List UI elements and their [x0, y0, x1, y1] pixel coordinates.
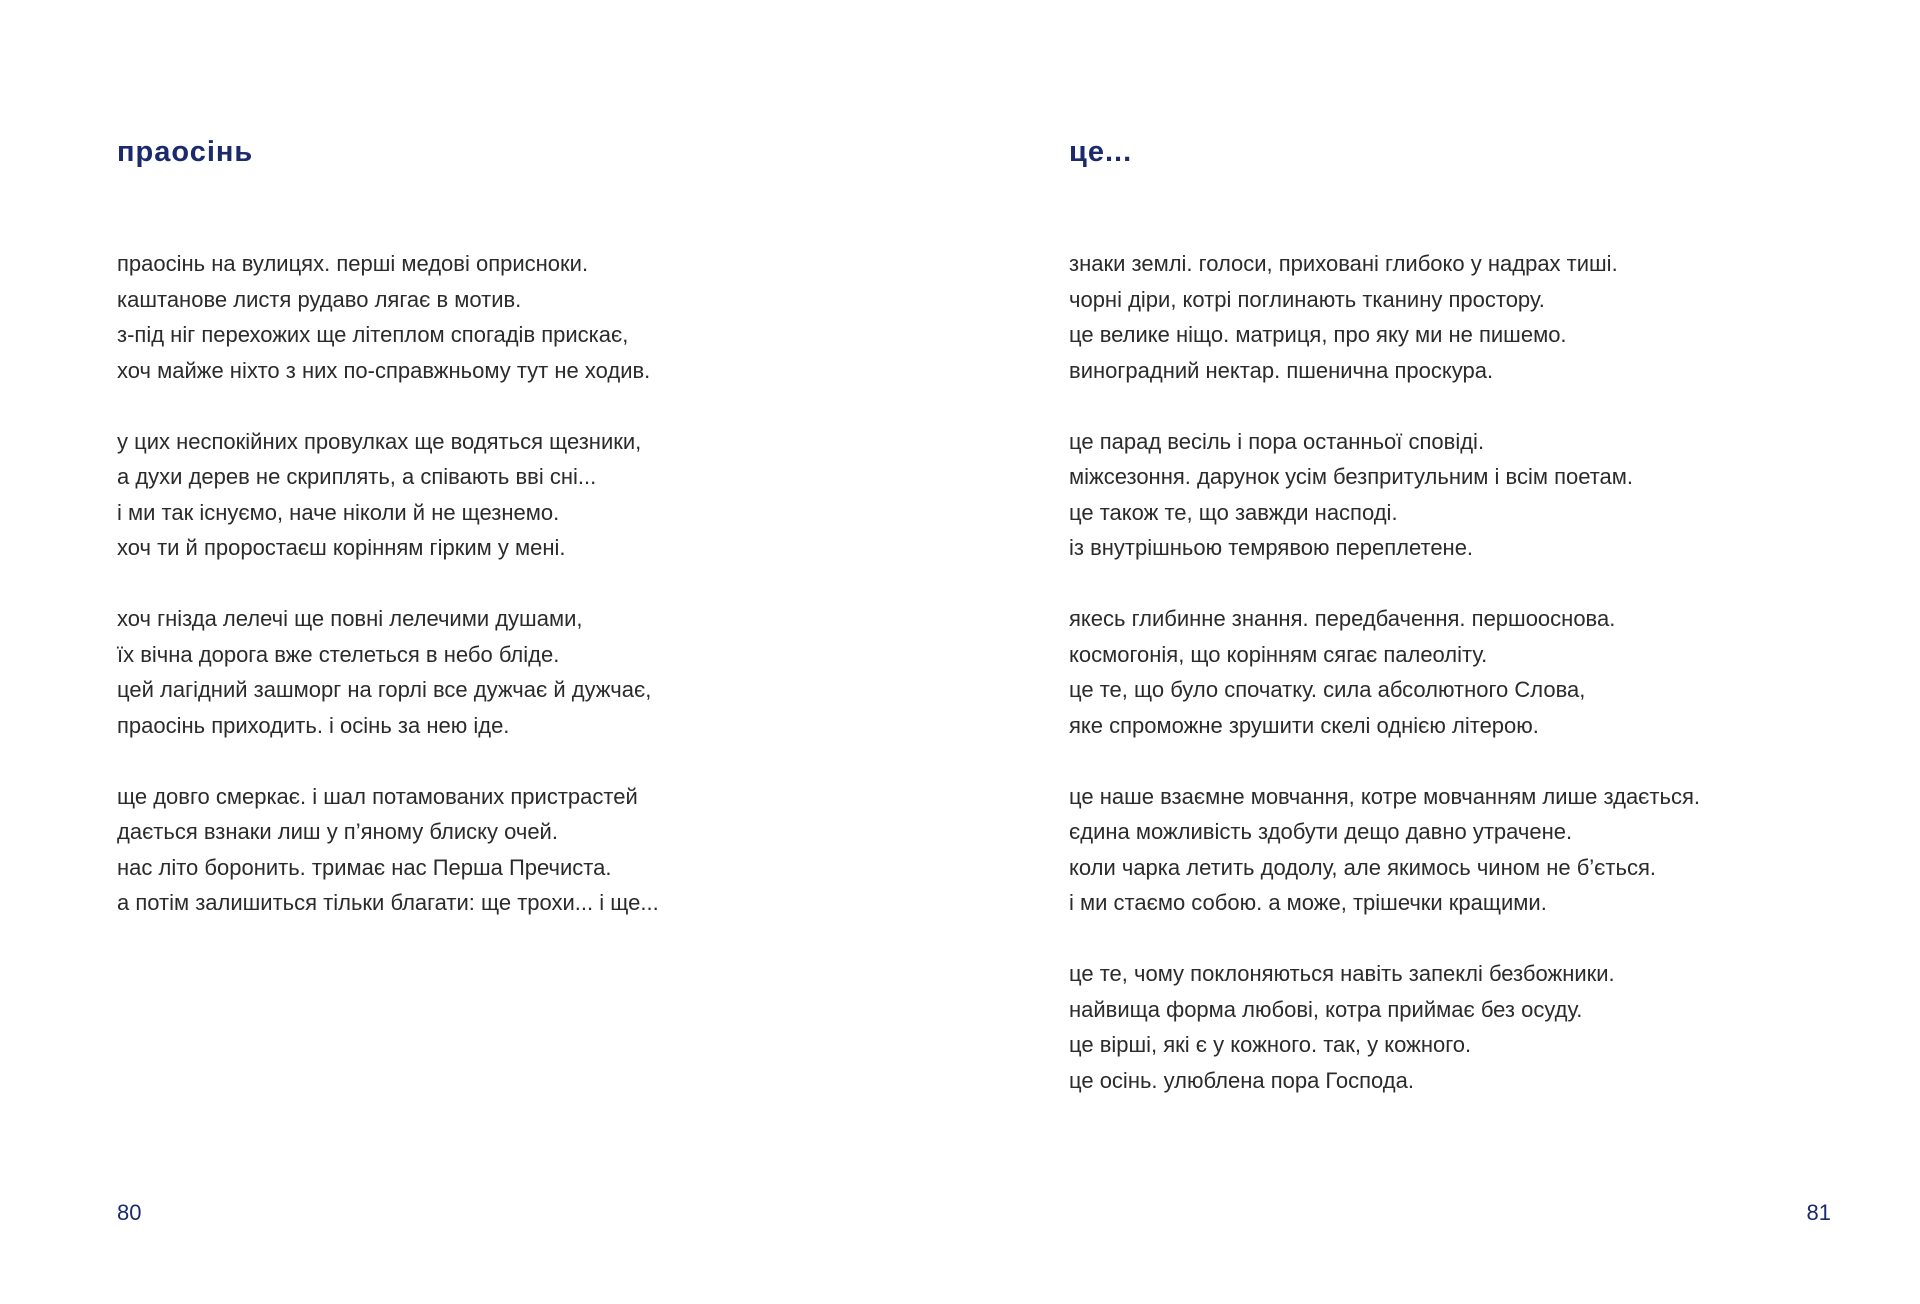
poem-line: ще довго смеркає. і шал потамованих пристрастей: [117, 783, 638, 809]
poem-line: міжсезоння. дарунок усім безпритульним і всім поетам.: [1069, 464, 1634, 489]
left-page: [117, 0, 917, 1304]
poem-line: праосінь приходить. і осінь за нею іде.: [117, 712, 510, 738]
poem-line: це те, чому поклоняються навіть запеклі безбожники.: [1069, 961, 1615, 986]
stanza: [1069, 601, 1700, 743]
poem-line: і ми так існуємо, наче ніколи й не щезнемо.: [117, 499, 560, 525]
poem-line: чорні діри, котрі поглинають тканину простору.: [1069, 286, 1545, 312]
poem-line: і ми стаємо собою. а може, трішечки кращими.: [1069, 890, 1547, 915]
stanza: [117, 246, 659, 388]
stanza: [1069, 246, 1700, 388]
poem-line: нас літо боронить. тримає нас Перша Пречиста.: [117, 854, 612, 880]
poem-body: [1069, 246, 1700, 1134]
poem-line: це те, що було спочатку. сила абсолютного Слова,: [1069, 677, 1586, 702]
poem-line: яке спроможне зрушити скелі однією літерою.: [1069, 712, 1539, 738]
page-number: 80: [117, 1200, 142, 1225]
poem-line: із внутрішньою темрявою переплетене.: [1069, 535, 1474, 560]
poem-line: хоч ти й проростаєш корінням гірким у мені.: [117, 535, 566, 560]
poem-line: найвища форма любові, котра приймає без осуду.: [1069, 996, 1583, 1022]
poem-line: а потім залишиться тільки благати: ще трохи... і ще...: [117, 890, 659, 915]
poem-line: їх вічна дорога вже стелеться в небо бліде.: [117, 641, 560, 667]
poem-line: це велике ніщо. матриця, про яку ми не пишемо.: [1069, 322, 1567, 347]
poem-line: якесь глибинне знання. передбачення. першооснова.: [1069, 606, 1616, 631]
poem-line: дається взнаки лиш у п’яному блиску очей.: [117, 819, 558, 844]
right-page: [1069, 0, 1829, 1304]
page-number: 81: [1806, 1200, 1831, 1225]
stanza: [1069, 779, 1700, 921]
stanza: [1069, 424, 1700, 566]
poem-title: праосінь: [117, 136, 254, 168]
poem-line: це вірші, які є у кожного. так, у кожного.: [1069, 1032, 1472, 1057]
poem-line: а духи дерев не скриплять, а співають вві сні...: [117, 464, 597, 489]
poem-line: цей лагідний зашморг на горлі все дужчає й дужчає,: [117, 677, 652, 702]
stanza: [117, 424, 659, 566]
poem-line: космогонія, що корінням сягає палеоліту.: [1069, 641, 1488, 667]
poem-line: це осінь. улюблена пора Господа.: [1069, 1067, 1414, 1093]
poem-line: каштанове листя рудаво лягає в мотив.: [117, 286, 522, 312]
poem-title: це...: [1069, 136, 1133, 168]
poem-line: хоч гнізда лелечі ще повні лелечими душами,: [117, 606, 583, 631]
poem-line: це парад весіль і пора останньої сповіді.: [1069, 428, 1485, 454]
poem-line: з-під ніг перехожих ще літеплом спогадів прискає,: [117, 322, 629, 347]
stanza: [117, 601, 659, 743]
poem-line: виноградний нектар. пшенична проскура.: [1069, 357, 1494, 383]
stanza: [117, 779, 659, 921]
poem-line: єдина можливість здобути дещо давно утрачене.: [1069, 819, 1573, 844]
poem-line: хоч майже ніхто з них по-справжньому тут не ходив.: [117, 357, 651, 383]
stanza: [1069, 956, 1700, 1098]
poem-body: [117, 246, 659, 956]
poem-line: праосінь на вулицях. перші медові оприсноки.: [117, 251, 589, 276]
poem-line: знаки землі. голоси, приховані глибоко у надрах тиші.: [1069, 251, 1618, 276]
poem-line: коли чарка летить додолу, але якимось чином не б’ється.: [1069, 854, 1656, 880]
poem-line: це наше взаємне мовчання, котре мовчанням лише здається.: [1069, 783, 1700, 809]
poem-line: це також те, що завжди насподі.: [1069, 499, 1398, 525]
poem-line: у цих неспокійних провулках ще водяться щезники,: [117, 428, 642, 454]
